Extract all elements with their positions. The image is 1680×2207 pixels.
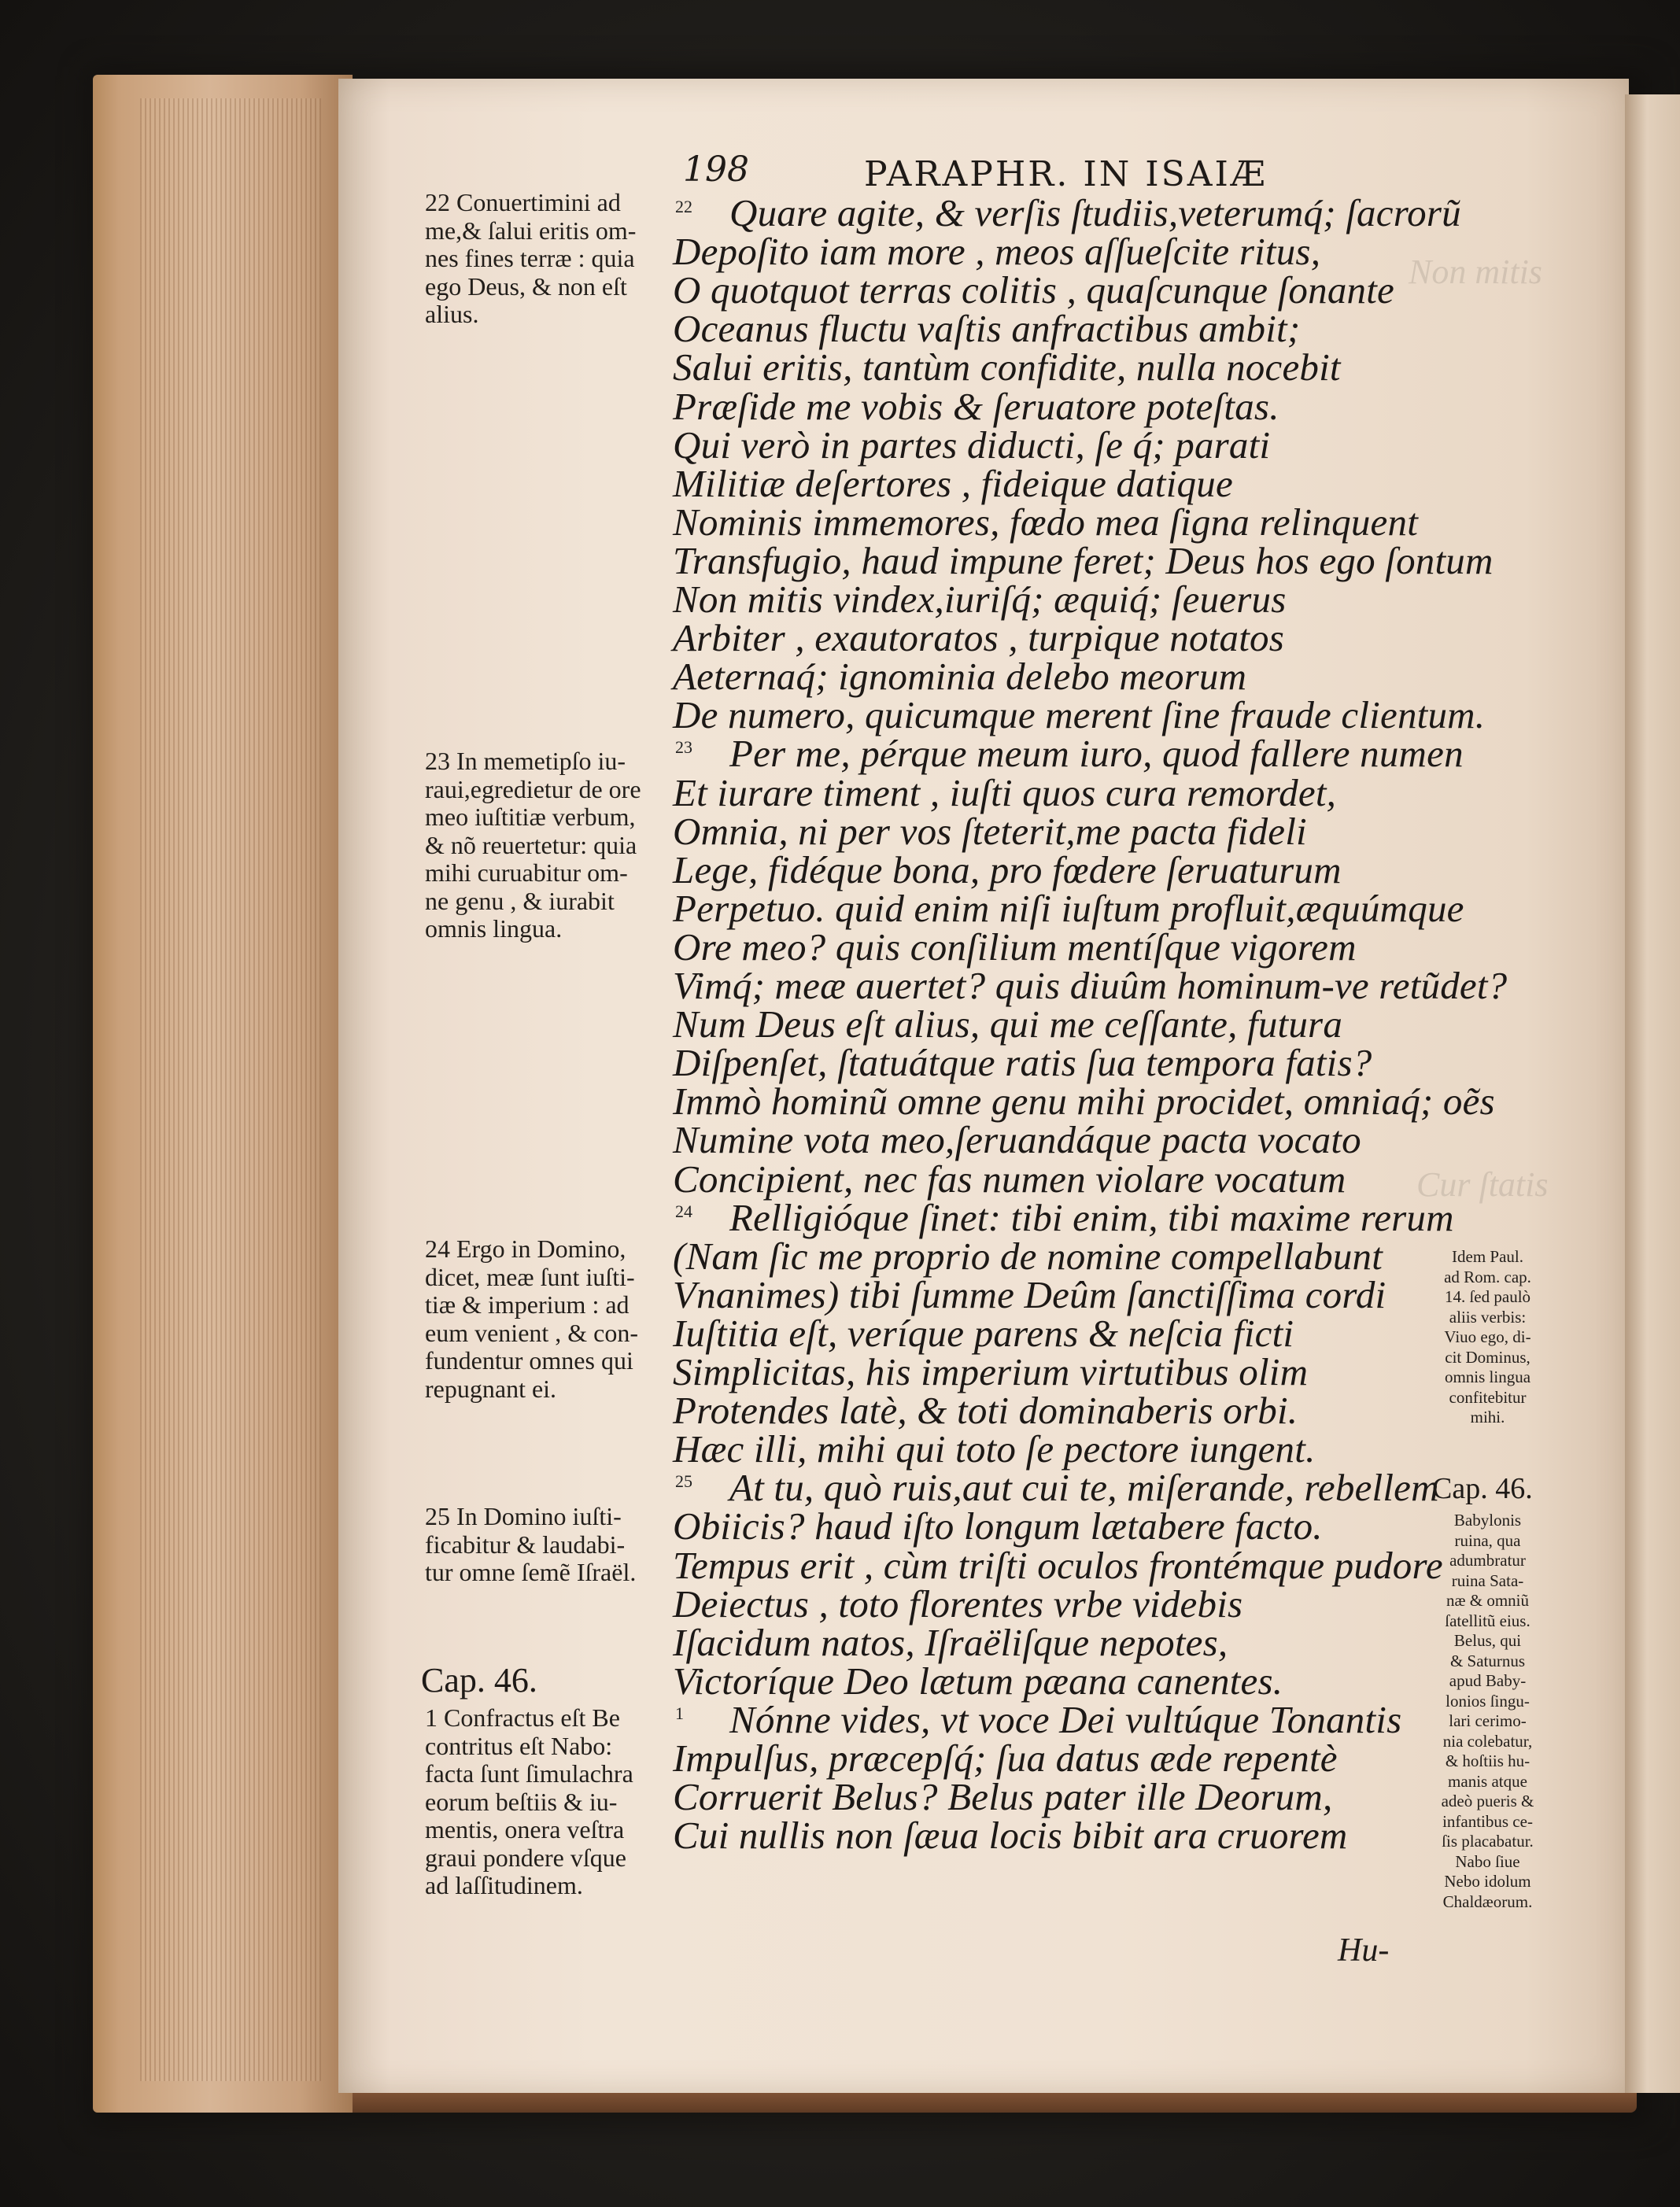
page-number: 198 bbox=[683, 149, 749, 190]
margin-note-line: confitebitur bbox=[1449, 1387, 1527, 1407]
verse-line: Et iurare timent , iuſti quos cura remordet, bbox=[673, 770, 1337, 814]
margin-note bbox=[425, 1704, 665, 1900]
margin-note bbox=[425, 189, 665, 329]
verse-line: Lege, fidéque bona, pro fœdere ſeruaturum bbox=[673, 847, 1342, 891]
margin-note-line: graui pondere vſque bbox=[425, 1843, 626, 1872]
verse-line: Ore meo? quis conſilium mentíſque vigorem bbox=[673, 925, 1357, 969]
verse-line: Qui verò in partes diducti, ſe q́; parati bbox=[673, 423, 1271, 467]
verse-line: Nónne vides, vt voce Dei vultúque Tonantis bbox=[729, 1697, 1402, 1741]
margin-note-line: alius. bbox=[425, 300, 479, 328]
margin-note bbox=[425, 747, 665, 943]
running-title: PARAPHR. IN ISAIÆ bbox=[864, 154, 1268, 194]
margin-note-line: eorum beſtiis & iu- bbox=[425, 1787, 618, 1816]
margin-note-line: ſatellitũ eius. bbox=[1445, 1611, 1530, 1630]
margin-note-line: Nebo idolum bbox=[1444, 1872, 1531, 1891]
verse-line: Quare agite, & verſis ſtudiis,veterumq́; ſacrorũ bbox=[729, 191, 1461, 234]
page-block-edge bbox=[93, 75, 353, 2113]
margin-note-line: manis atque bbox=[1448, 1771, 1527, 1791]
verse-line: Relligióque ſinet: tibi enim, tibi maxime rerum bbox=[729, 1195, 1454, 1239]
verse-line: Impulſus, præcepſq́; ſua datus æde repentè bbox=[673, 1736, 1338, 1780]
verse-line: Perpetuo. quid enim niſi iuſtum profluit,æquúmque bbox=[673, 886, 1464, 930]
verse-line: Salui eritis, tantùm confidite, nulla nocebit bbox=[673, 345, 1341, 389]
verse-line: Vnanimes) tibi ſumme Deûm ſanctiſſima cordi bbox=[673, 1272, 1386, 1316]
verse-line: Concipient, nec fas numen violare vocatum bbox=[673, 1157, 1346, 1201]
margin-note-line: tur omne ſemẽ Iſraël. bbox=[425, 1558, 637, 1586]
verse-line: Depoſito iam more , meos aſſueſcite ritus, bbox=[673, 230, 1321, 274]
verse-number: 22 bbox=[675, 197, 692, 216]
margin-note bbox=[425, 1235, 665, 1403]
margin-note-line: Babylonis bbox=[1453, 1511, 1522, 1530]
verse-line: Nominis immemores, fœdo mea ſigna relinquent bbox=[673, 500, 1419, 544]
verse-line: At tu, quò ruis,aut cui te, miſerande, rebellem bbox=[729, 1466, 1439, 1510]
margin-note-line: fundentur omnes qui bbox=[425, 1346, 633, 1375]
verse-number: 24 bbox=[675, 1201, 692, 1221]
verse-line: Transfugio, haud impune feret; Deus hos ego ſontum bbox=[673, 538, 1494, 582]
margin-note-line: mihi. bbox=[1470, 1408, 1505, 1426]
page-edge-stripes bbox=[140, 98, 321, 2081]
margin-note-line: adumbratur bbox=[1449, 1551, 1526, 1570]
margin-note-line: Belus, qui bbox=[1453, 1631, 1522, 1650]
margin-note-line: Chaldæorum. bbox=[1442, 1891, 1533, 1911]
verse-line: Omnia, ni per vos ſteterit,me pacta fideli bbox=[673, 809, 1307, 853]
verse-line: Cui nullis non ſæua locis bibit ara cruorem bbox=[673, 1814, 1348, 1858]
verse-line: Deiectus , toto florentes vrbe videbis bbox=[673, 1581, 1243, 1626]
margin-note-line: infantibus ce- bbox=[1442, 1811, 1533, 1831]
margin-note-line: 24 Ergo in Domino, bbox=[425, 1235, 626, 1263]
margin-note-line: adeò pueris & bbox=[1441, 1792, 1534, 1810]
margin-note-line: lonios ſingu- bbox=[1446, 1691, 1530, 1711]
margin-note-line: & nõ reuertetur: quia bbox=[425, 830, 637, 859]
margin-note-line: 22 Conuertimini ad bbox=[425, 188, 621, 216]
show-through: Non mitis bbox=[1409, 253, 1542, 291]
right-page-sliver bbox=[1625, 94, 1680, 2093]
catchword: Hu- bbox=[1338, 1932, 1390, 1969]
verse-line: Per me, pérque meum iuro, quod fallere numen bbox=[729, 732, 1464, 776]
margin-note-line: nes fines terræ : quia bbox=[425, 244, 635, 272]
verse-line: (Nam ſic me proprio de nomine compellabunt bbox=[673, 1234, 1383, 1278]
margin-note-line: aliis verbis: bbox=[1449, 1307, 1527, 1327]
verse-number: 1 bbox=[675, 1703, 684, 1723]
show-through: Cur ſtatis bbox=[1416, 1165, 1549, 1204]
verse-line: Iuſtitia eſt, veríque parens & neſcia ficti bbox=[673, 1311, 1294, 1355]
verse-line: Num Deus eſt alius, qui me ceſſante, futura bbox=[673, 1002, 1343, 1046]
verse-line: Oceanus fluctu vaſtis anfractibus ambit; bbox=[673, 307, 1301, 351]
chapter-heading: Cap. 46. bbox=[1432, 1472, 1533, 1505]
margin-note-line: omnis lingua bbox=[1444, 1367, 1531, 1386]
margin-note-line: nia colebatur, bbox=[1442, 1731, 1533, 1751]
margin-note-line: ad laſſitudinem. bbox=[425, 1871, 583, 1899]
margin-note-line: 1 Confractus eſt Be bbox=[425, 1703, 620, 1732]
margin-note-line: ficabitur & laudabi- bbox=[425, 1530, 626, 1559]
verse-line: Immò hominũ omne genu mihi procidet, omniaq́; oẽs bbox=[673, 1080, 1495, 1124]
margin-note-line: meo iuſtitiæ verbum, bbox=[425, 803, 636, 831]
verse-number: 25 bbox=[675, 1471, 692, 1492]
verse-number: 23 bbox=[675, 737, 692, 758]
verse-line: Non mitis vindex,iuriſq́; æquiq́; ſeuerus bbox=[673, 578, 1287, 621]
margin-note-line: lari cerimo- bbox=[1449, 1711, 1527, 1730]
margin-note-line: mentis, onera veſtra bbox=[425, 1815, 625, 1843]
margin-note bbox=[425, 1503, 665, 1587]
margin-note-line: & Saturnus bbox=[1449, 1651, 1526, 1670]
verse-line: Præſide me vobis & ſeruatore poteſtas. bbox=[673, 384, 1279, 428]
margin-note-line: Viuo ego, di- bbox=[1444, 1327, 1531, 1346]
margin-note-line: repugnant ei. bbox=[425, 1374, 557, 1403]
margin-note-line: facta ſunt ſimulachra bbox=[425, 1759, 633, 1788]
verse-line: Militiæ deſertores , fideique datique bbox=[673, 461, 1233, 505]
margin-note-line: ne genu , & iurabit bbox=[425, 886, 615, 915]
margin-note-line: contritus eſt Nabo: bbox=[425, 1731, 613, 1760]
margin-note-line: 25 In Domino iuſti- bbox=[425, 1502, 622, 1530]
verse-line: Hæc illi, mihi qui toto ſe pectore iungent. bbox=[673, 1427, 1316, 1471]
margin-note-line: tiæ & imperium : ad bbox=[425, 1290, 630, 1319]
verse-line: Simplicitas, his imperium virtutibus olim bbox=[673, 1350, 1309, 1393]
margin-note-line: ruina Sata- bbox=[1451, 1570, 1524, 1590]
margin-note-line: raui,egredietur de ore bbox=[425, 774, 641, 803]
margin-note bbox=[1423, 1247, 1553, 1428]
margin-note-line: Nabo ſiue bbox=[1455, 1851, 1520, 1871]
margin-note-line: 23 In memetipſo iu- bbox=[425, 747, 626, 775]
margin-note-line: dicet, meæ ſunt iuſti- bbox=[425, 1262, 635, 1291]
verse-line: Diſpenſet, ſtatuátque ratis ſua tempora fatis? bbox=[673, 1041, 1372, 1085]
margin-note-line: omnis lingua. bbox=[425, 914, 563, 943]
verse-line: O quotquot terras colitis , quaſcunque ſonante bbox=[673, 268, 1394, 312]
margin-note-line: cit Dominus, bbox=[1445, 1347, 1530, 1367]
margin-note-line: mihi curuabitur om- bbox=[425, 858, 628, 887]
verse-line: Vimq́; meæ auertet? quis diuûm hominum-ve retũdet? bbox=[673, 964, 1508, 1007]
margin-note-line: me,& ſalui eritis om- bbox=[425, 216, 637, 245]
margin-note-line: eum venient , & con- bbox=[425, 1318, 639, 1347]
verse-line: Arbiter , exautoratos , turpique notatos bbox=[673, 616, 1284, 660]
margin-note-line: & hoſtiis hu- bbox=[1445, 1751, 1530, 1770]
chapter-heading: Cap. 46. bbox=[421, 1661, 537, 1700]
verse-line: Corruerit Belus? Belus pater ille Deorum, bbox=[673, 1775, 1333, 1819]
margin-note-line: apud Baby- bbox=[1449, 1671, 1527, 1690]
margin-note-line: ſis placabatur. bbox=[1442, 1832, 1534, 1851]
verse-line: Protendes latè, & toti dominaberis orbi. bbox=[673, 1389, 1298, 1433]
margin-note-line: ego Deus, & non eſt bbox=[425, 271, 627, 301]
margin-note bbox=[1423, 1511, 1553, 1912]
margin-note-line: næ & omniũ bbox=[1446, 1591, 1529, 1610]
verse-line: Obiicis? haud iſto longum lætabere facto. bbox=[673, 1504, 1323, 1548]
verse-line: De numero, quicumque merent ſine fraude clientum. bbox=[673, 693, 1486, 737]
verse-line: Iſacidum natos, Iſraëliſque nepotes, bbox=[673, 1620, 1228, 1664]
verse-line: Tempus erit , cùm triſti oculos frontémque pudore bbox=[673, 1543, 1443, 1587]
verse-line: Aeternaq́; ignominia delebo meorum bbox=[673, 655, 1247, 699]
verse-line: Victoríque Deo lætum pæana canentes. bbox=[673, 1659, 1283, 1703]
margin-note-line: ad Rom. cap. bbox=[1444, 1267, 1531, 1286]
margin-note-line: ruina, qua bbox=[1454, 1530, 1521, 1550]
margin-note-line: Idem Paul. bbox=[1452, 1247, 1523, 1266]
verse-line: Numine vota meo,ſeruandáque pacta vocato bbox=[673, 1118, 1361, 1162]
margin-note-line: 14. ſed paulò bbox=[1444, 1287, 1531, 1306]
